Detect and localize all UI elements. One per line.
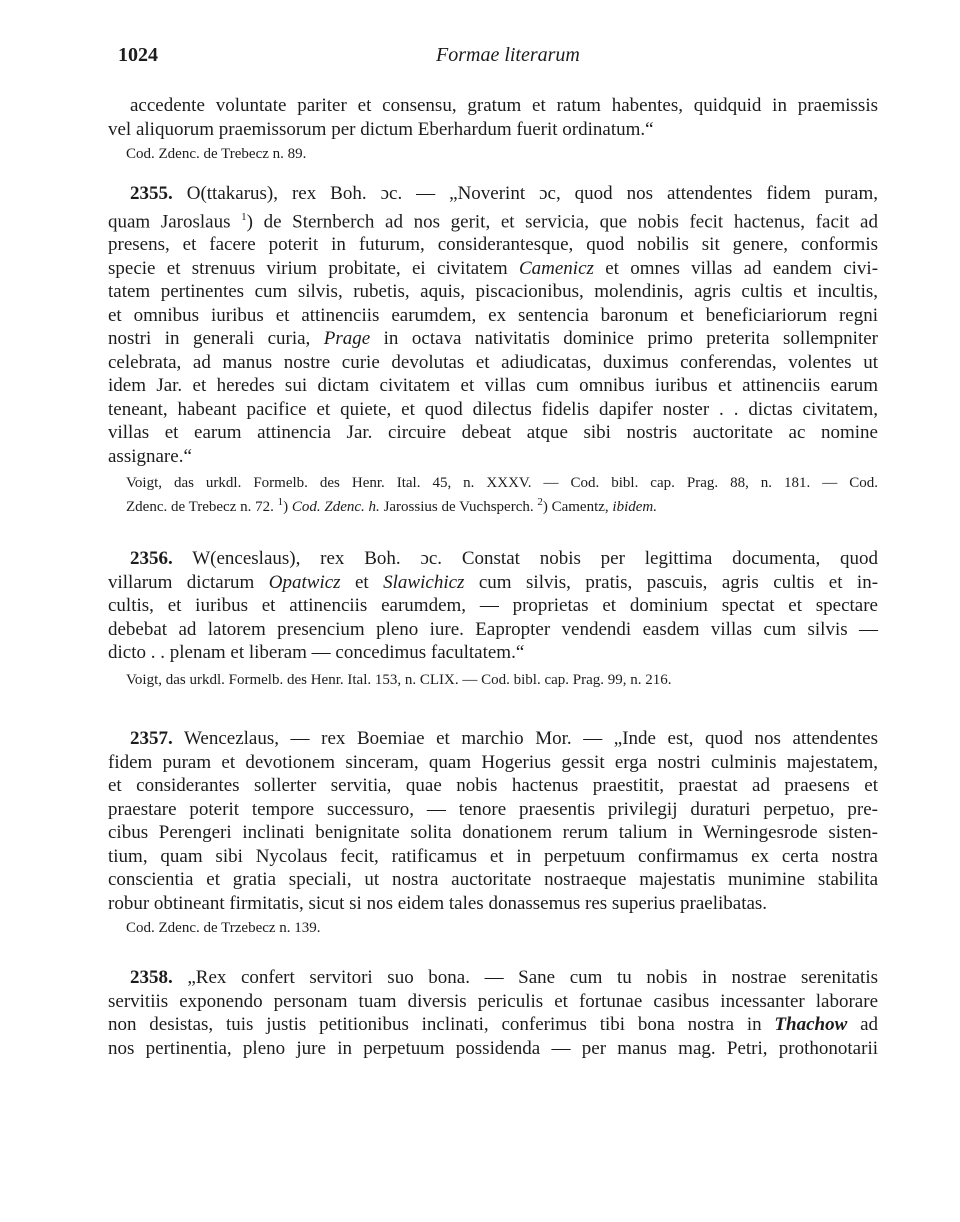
footnote-marker: 1 [277, 496, 284, 509]
place-name: Thachow [774, 1014, 848, 1035]
text-line: et considerantes sollerter servitia, quae nobis hactenus praestitit, praestat ad praesens et [108, 775, 878, 796]
text-segment: Cod. Zdenc. h. [291, 499, 380, 516]
text-segment: nostri in generali curia, [108, 328, 311, 350]
footnote-line [108, 493, 878, 517]
text-line: praestare poterit tempore successuro, — tenore praesentis privilegij duraturi perpetuo, pre- [108, 798, 878, 820]
text-segment: O(ttakarus), rex Boh. ɔc. — „Noverint ɔc, quod nos attendentes fidem puram, [186, 183, 878, 204]
source-citation: Cod. Zdenc. de Trzebecz n. 139. [126, 920, 321, 936]
text-line: tatem pertinentes cum silvis, rubetis, aquis, piscacionibus, molendinis, agris cultis et incultis, [108, 281, 878, 303]
text-line [108, 1013, 878, 1037]
text-segment: ibidem. [612, 499, 657, 516]
text-segment: Jarossius de Vuchsperch. [383, 499, 534, 516]
text-segment: specie et strenuus virium probitate, ei civitatem [108, 257, 508, 279]
entry-2355 [108, 182, 878, 517]
text-line: conscientia et gratia speciali, ut nostra auctoritate nostraeque majestatis munimine stabilita [108, 869, 878, 890]
text-segment: Zdenc. de Trebecz n. 72. [126, 499, 274, 516]
text-line: cultis, et iuribus et attinenciis earumdem, — proprietas et dominium spectat et spectare [108, 595, 878, 616]
text-line: villas et earum attinencia Jar. circuire debeat atque sibi nostris auctoritate ac nomine [108, 422, 878, 444]
text-line: assignare.“ [108, 445, 192, 467]
text-segment: „Rex confert servitori suo bona. — Sane cum tu nobis in nostrae serenitatis [187, 967, 879, 988]
entry-first-line [108, 966, 878, 990]
entry-number: 2355. [130, 183, 173, 204]
page-number: 1024 [118, 44, 158, 66]
text-segment: W(enceslaus), rex Boh. ɔc. Constat nobis per legittima documenta, quod [192, 548, 878, 569]
text-segment: ad [860, 1014, 879, 1035]
text-line: nos pertinentia, pleno jure in perpetuum possidenda — per manus mag. Petri, prothonotarii [108, 1037, 878, 1059]
text-segment: quam Jaroslaus [108, 210, 231, 232]
text-line: teneant, habeant pacifice et quiete, et quod dilectus fidelis dapifer noster . . dictas civitatem, [108, 398, 878, 420]
entry-2356 [108, 547, 878, 690]
footnote-marker: 2 [537, 496, 543, 509]
entry-first-line [108, 547, 878, 571]
source-citation: Voigt, das urkdl. Formelb. des Henr. Ital. 45, n. XXXV. — Cod. bibl. cap. Prag. 88, n. 181. — Cod. [126, 475, 878, 492]
text-line: tium, quam sibi Nycolaus fecit, ratificamus et in perpetuum confirmamus ex certa nostra [108, 845, 878, 867]
text-line: debebat ad latorem presencium pleno iure. Eapropter vendendi easdem villas cum silvis — [108, 618, 878, 640]
entry-number: 2358. [130, 967, 173, 988]
running-title: Formae literarum [436, 44, 580, 66]
text-line: et omnibus iuribus et attinenciis earumdem, ex sentencia baronum et beneficiariorum regni [108, 304, 878, 326]
place-name: Camenicz [518, 257, 594, 279]
text-line [108, 206, 878, 234]
footnote-marker: 1 [241, 210, 247, 223]
text-line [108, 571, 878, 595]
text-line [108, 257, 878, 281]
text-segment: ) [283, 499, 289, 516]
source-citation: Cod. Zdenc. de Trebecz n. 89. [126, 146, 307, 162]
text-segment: et [355, 571, 369, 593]
entry-first-line [108, 727, 878, 751]
place-name: Prage [323, 328, 371, 350]
text-segment: ) Camentz, [542, 499, 609, 516]
continuation-paragraph [108, 94, 878, 164]
text-line: vel aliquorum praemissorum per dictum Eberhardum fuerit ordinatum.“ [108, 118, 654, 140]
text-segment: villarum dictarum [108, 571, 255, 593]
text-line: cibus Perengeri inclinati benignitate solita donationem rerum talium in Werningesrode sisten- [108, 822, 878, 843]
entry-number: 2356. [130, 548, 173, 569]
entry-number: 2357. [130, 728, 173, 749]
place-name: Slawichicz [383, 571, 465, 593]
text-segment: cum silvis, pratis, pascuis, agris cultis et in- [478, 571, 879, 593]
text-segment: Wencezlaus, — rex Boemiae et marchio Mor. — „Inde est, quod nos attendentes [183, 728, 878, 749]
text-line: servitiis exponendo personam tuam diversis periculis et fortunae casibus incessanter laborare [108, 990, 878, 1012]
running-header [118, 44, 900, 74]
text-line: accedente voluntate pariter et consensu, gratum et ratum habentes, quidquid in praemissis [130, 95, 878, 116]
text-line: celebrata, ad manus nostre curie devolutas et adiudicatas, duximus conferendas, volentes ut [108, 351, 878, 373]
text-segment: et omnes villas ad eandem civi- [605, 257, 879, 279]
text-line [108, 327, 878, 351]
place-name: Opatwicz [268, 571, 341, 593]
text-line: fidem puram et devotionem sinceram, quam Hogerius gessit erga nostri culminis majestatem, [108, 751, 878, 773]
text-line: dicto . . plenam et liberam — concedimus facultatem.“ [108, 642, 525, 663]
text-line: presens, et facere poterit in futurum, considerantesque, quod nobilis sit genere, conformis [108, 234, 878, 256]
entry-2357 [108, 727, 878, 938]
text-segment: ) de Sternberch ad nos gerit, et servicia, que nobis fecit hactenus, facit ad [246, 210, 878, 232]
entry-first-line [108, 182, 878, 206]
text-line: robur obtineant firmitatis, sicut si nos eidem tales donassemus res superius praelibatas. [108, 892, 768, 914]
source-citation: Voigt, das urkdl. Formelb. des Henr. Ital. 153, n. CLIX. — Cod. bibl. cap. Prag. 99, n. 216. [126, 671, 672, 688]
text-segment: in octava nativitatis dominice primo preterita sollempniter [383, 328, 878, 350]
text-segment: non desistas, tuis justis petitionibus inclinati, conferimus tibi bona nostra in [108, 1014, 762, 1035]
entry-2358 [108, 966, 878, 1060]
text-line: idem Jar. et heredes sui dictam civitatem et villas cum omnibus iuribus et attinenciis earum [108, 375, 878, 397]
